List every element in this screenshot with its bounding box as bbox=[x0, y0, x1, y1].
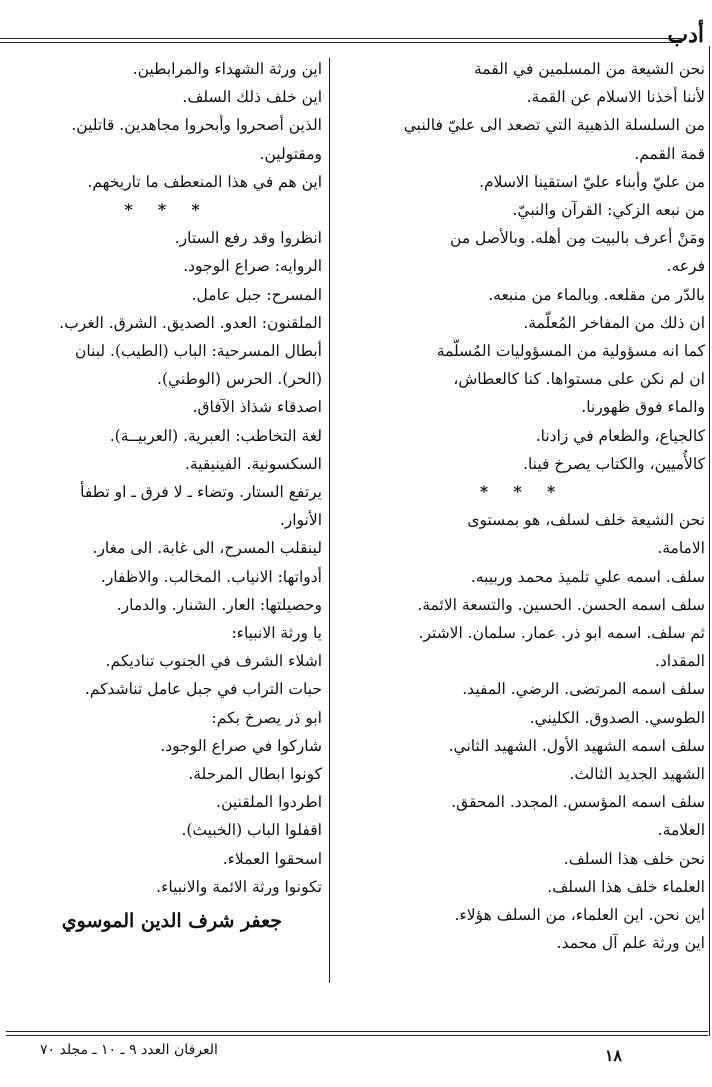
verse-line: ان ذلك من المفاخر المُعلّمة. bbox=[523, 313, 705, 332]
verse-line: اصدقاء شذاذ الآفاق. bbox=[192, 398, 322, 417]
verse-line: سلف اسمه الحسن. الحسين. والتسعة الائمة. bbox=[417, 595, 705, 614]
verse-line: اين خلف ذلك السلف. bbox=[182, 88, 322, 107]
verse-line: قمة القمم. bbox=[634, 144, 705, 163]
verse-line: ومقتولين. bbox=[259, 144, 322, 163]
verse-line: من نبعه الزكي: القرآن والنبيّ. bbox=[512, 201, 705, 220]
right-column bbox=[340, 55, 705, 990]
verse-line: نحن الشيعة من المسلمين في القمة bbox=[473, 60, 705, 78]
verse-line: لينقلب المسرح، الى غابة. الى مغار. bbox=[92, 539, 322, 558]
verse-line: انظروا وقد رفع الستار. bbox=[174, 229, 322, 248]
verse-line: من السلسلة الذهبية التي تصعد الى عليّ فالنبي bbox=[403, 116, 705, 135]
verse-line: ان لم نكن على مستواها. كنا كالعطاش، bbox=[453, 370, 705, 389]
verse-line: الروايه: صراع الوجود. bbox=[183, 257, 322, 276]
verse-line: (الحر). الحرس (الوطني). bbox=[157, 370, 322, 389]
verse-line: نحن خلف هذا السلف. bbox=[563, 849, 705, 868]
verse-line: المقداد. bbox=[654, 652, 705, 671]
right-column-stanza-2 bbox=[340, 506, 705, 957]
verse-line: المسرح: جبل عامل. bbox=[191, 285, 322, 304]
verse-line: الشهيد الجديد الثالث. bbox=[569, 765, 705, 784]
top-rule-secondary bbox=[0, 42, 682, 43]
bottom-rule bbox=[6, 1031, 708, 1032]
verse-line: سلف اسمه المؤسس. المجدد. المحقق. bbox=[451, 793, 705, 812]
verse-line: حبات التراب في جبل عامل تناشدكم. bbox=[84, 680, 322, 699]
verse-line: اسحقوا العملاء. bbox=[222, 849, 322, 868]
verse-line: تكونوا ورثة الائمة والانبياء. bbox=[156, 877, 322, 896]
verse-line: اطردوا الملقنين. bbox=[216, 793, 322, 812]
verse-line: العلامة. bbox=[657, 821, 705, 840]
verse-line: العلماء خلف هذا السلف. bbox=[547, 877, 705, 896]
verse-line: السكسونية. الفينيقية. bbox=[184, 454, 322, 473]
right-margin-rule bbox=[709, 46, 710, 1036]
verse-line: يا ورثة الانبياء: bbox=[231, 624, 322, 643]
verse-line: سلف. اسمه علي تلميذ محمد وربيبه. bbox=[470, 567, 705, 586]
verse-line: لغة التخاطب: العبرية. (العربيــة). bbox=[109, 426, 322, 445]
stanza-separator: * * * bbox=[479, 482, 566, 502]
verse-line: كالجياع، والطعام في زادنا. bbox=[535, 426, 705, 445]
verse-line: الطوسي. الصدوق. الكليني. bbox=[529, 708, 705, 727]
top-rule bbox=[0, 38, 682, 39]
verse-line: ثم سلف. اسمه ابو ذر. عمار. سلمان. الاشتر. bbox=[418, 624, 705, 643]
column-divider bbox=[329, 58, 330, 983]
verse-line: ومَنْ أعرف بالبيت مِن أهله. وبالأصل من bbox=[450, 229, 705, 248]
verse-line: يرتفع الستار. وتضاء ـ لا فرق ـ او تطفأ bbox=[80, 483, 322, 502]
verse-line: كونوا ابطال المرحلة. bbox=[188, 765, 322, 784]
verse-line: شاركوا في صراع الوجود. bbox=[160, 736, 322, 755]
verse-line: من عليّ وأبناء عليّ استقينا الاسلام. bbox=[479, 172, 705, 191]
stanza-separator: * * * bbox=[124, 200, 210, 220]
verse-line: كالأُميين، والكتاب يصرخ فينا. bbox=[523, 454, 705, 473]
page-number: ١٨ bbox=[604, 1046, 622, 1065]
left-column-stanza-2 bbox=[12, 224, 322, 901]
verse-line: أدواتها: الانياب. المخالب. والاظفار. bbox=[100, 567, 322, 586]
journal-issue: العرفان العدد ٩ ـ ١٠ ـ مجلد ٧٠ bbox=[40, 1042, 218, 1058]
verse-line: الامامة. bbox=[657, 539, 705, 558]
verse-line: اين نحن. اين العلماء، من السلف هؤلاء. bbox=[454, 906, 705, 925]
verse-line: وحصيلتها: العار. الشنار. والدمار. bbox=[116, 595, 322, 614]
bottom-rule-secondary bbox=[6, 1035, 708, 1036]
verse-line: أبطال المسرحية: الباب (الطيب). لبنان bbox=[74, 342, 322, 361]
verse-line: كما انه مسؤولية من المسؤوليات المُسلّمة bbox=[436, 342, 705, 361]
verse-line: الأنوار. bbox=[279, 511, 322, 530]
verse-line: الملقنون: العدو. الصديق. الشرق. الغرب. bbox=[59, 313, 322, 332]
verse-line: اشلاء الشرف في الجنوب تناديكم. bbox=[105, 652, 322, 671]
verse-line: اين هم في هذا المنعطف ما تاريخهم. bbox=[87, 172, 322, 191]
verse-line: سلف اسمه المرتضى. الرضي. المفيد. bbox=[462, 680, 705, 699]
verse-line: والماء فوق ظهورنا. bbox=[581, 398, 705, 417]
verse-line: اقفلوا الباب (الخبيث). bbox=[181, 821, 322, 840]
verse-line: فرعه. bbox=[666, 257, 705, 276]
verse-line: سلف اسمه الشهيد الأول. الشهيد الثاني. bbox=[448, 736, 705, 755]
left-column-stanza-1 bbox=[12, 55, 322, 196]
section-label: أدب bbox=[667, 22, 704, 48]
verse-line: نحن الشيعة خلف لسلف، هو بمستوى bbox=[467, 511, 705, 530]
author-signature: جعفر شرف الدين الموسوي bbox=[61, 910, 282, 933]
verse-line: الذين أصحروا وأبحروا مجاهدين. قاتلين. bbox=[71, 116, 322, 135]
verse-line: لأننا أخذنا الاسلام عن القمة. bbox=[526, 88, 705, 107]
right-column-stanza-1 bbox=[340, 55, 705, 478]
left-column bbox=[12, 55, 322, 990]
verse-line: بالدّر من مقلعه. وبالماء من منبعه. bbox=[488, 285, 705, 304]
verse-line: ابو ذر يصرخ بكم: bbox=[211, 708, 322, 727]
verse-line: اين ورثة الشهداء والمرابطين. bbox=[132, 60, 322, 78]
verse-line: اين ورثة علم آل محمد. bbox=[556, 934, 705, 953]
